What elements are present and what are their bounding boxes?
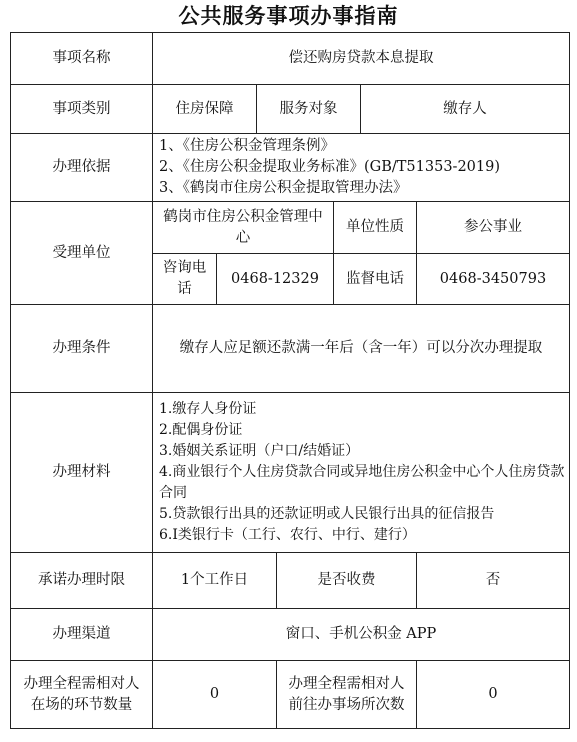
page-title: 公共服务事项办事指南 xyxy=(178,4,399,28)
row-condition xyxy=(11,305,570,393)
basis-item: 1、《住房公积金管理条例》 xyxy=(159,138,335,154)
time-limit-value: 1个工作日 xyxy=(153,553,277,609)
condition-value: 缴存人应足额还款满一年后（含一年）可以分次办理提取 xyxy=(153,305,570,393)
visits-label-line: 前往办事场所次数 xyxy=(288,696,405,713)
category-label: 事项类别 xyxy=(11,85,153,134)
onsite-steps-label xyxy=(11,661,153,729)
visits-label-line: 办理全程需相对人 xyxy=(288,675,405,692)
row-channel xyxy=(11,609,570,661)
unit-nature-value: 参公事业 xyxy=(417,202,570,254)
service-object-value: 缴存人 xyxy=(361,85,570,134)
item-name-value: 偿还购房贷款本息提取 xyxy=(153,33,570,85)
service-object-label: 服务对象 xyxy=(257,85,361,134)
time-limit-label: 承诺办理时限 xyxy=(11,553,153,609)
row-time-limit xyxy=(11,553,570,609)
row-category xyxy=(11,85,570,134)
material-item: 4.商业银行个人住房贷款合同或异地住房公积金中心个人住房贷款合同 xyxy=(159,464,565,501)
category-value: 住房保障 xyxy=(153,85,257,134)
onsite-steps-label-line: 在场的环节数量 xyxy=(30,696,133,713)
row-basis xyxy=(11,134,570,202)
service-guide-table xyxy=(10,32,570,729)
basis-item: 3、《鹤岗市住房公积金提取管理办法》 xyxy=(159,180,408,196)
fee-value: 否 xyxy=(417,553,570,609)
fee-label: 是否收费 xyxy=(277,553,417,609)
material-item: 6.I类银行卡（工行、农行、中行、建行） xyxy=(159,527,416,543)
channel-label: 办理渠道 xyxy=(11,609,153,661)
basis-list xyxy=(153,134,570,202)
row-materials xyxy=(11,393,570,553)
material-item: 3.婚姻关系证明（户口/结婚证） xyxy=(159,443,360,459)
row-unit-1 xyxy=(11,202,570,254)
visits-value: 0 xyxy=(417,661,570,729)
row-onsite xyxy=(11,661,570,729)
supervise-phone-label: 监督电话 xyxy=(334,254,417,305)
channel-value: 窗口、手机公积金 APP xyxy=(153,609,570,661)
basis-label: 办理依据 xyxy=(11,134,153,202)
row-item-name xyxy=(11,33,570,85)
supervise-phone-value: 0468-3450793 xyxy=(417,254,570,305)
materials-list xyxy=(153,393,570,553)
materials-label: 办理材料 xyxy=(11,393,153,553)
visits-label xyxy=(277,661,417,729)
consult-phone-value: 0468-12329 xyxy=(217,254,334,305)
unit-name: 鹤岗市住房公积金管理中心 xyxy=(153,202,334,254)
consult-phone-label: 咨询电话 xyxy=(153,254,217,305)
material-item: 5.贷款银行出具的还款证明或人民银行出具的征信报告 xyxy=(159,506,495,522)
onsite-steps-value: 0 xyxy=(153,661,277,729)
onsite-steps-label-line: 办理全程需相对人 xyxy=(23,675,140,692)
item-name-label: 事项名称 xyxy=(11,33,153,85)
basis-item: 2、《住房公积金提取业务标准》(GB/T51353-2019) xyxy=(159,159,501,175)
condition-label: 办理条件 xyxy=(11,305,153,393)
material-item: 2.配偶身份证 xyxy=(159,422,243,438)
material-item: 1.缴存人身份证 xyxy=(159,401,257,417)
unit-nature-label: 单位性质 xyxy=(334,202,417,254)
unit-label: 受理单位 xyxy=(11,202,153,305)
